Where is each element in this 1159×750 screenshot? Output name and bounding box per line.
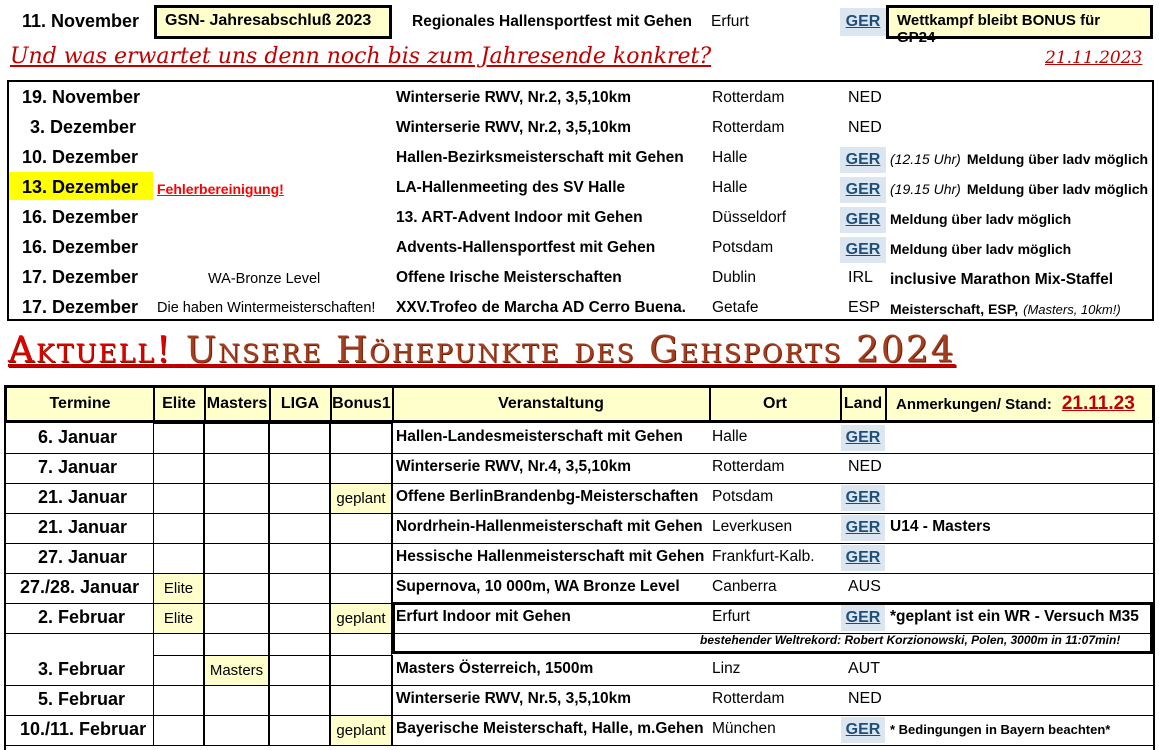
masters-cell xyxy=(204,685,269,716)
elite-cell xyxy=(153,685,204,716)
event-date: 17. Dezember xyxy=(22,267,139,287)
land-link[interactable]: GER xyxy=(841,605,885,631)
bonus-cell xyxy=(330,543,392,574)
list-item xyxy=(0,265,1159,295)
event-date: 27./28. Januar xyxy=(20,577,140,597)
col-bonus: Bonus1 xyxy=(332,395,391,412)
bonus-cell xyxy=(330,655,392,686)
table-row xyxy=(0,543,1159,573)
land-code: AUT xyxy=(848,660,880,677)
note-time: (12.15 Uhr) xyxy=(890,151,961,167)
liga-cell xyxy=(269,573,330,604)
event-name: 13. ART-Advent Indoor mit Gehen xyxy=(396,209,643,226)
event-name: Winterserie RWV, Nr.2, 3,5,10km xyxy=(396,89,632,106)
anmerkungen-label: Anmerkungen/ Stand: xyxy=(896,395,1052,413)
event-name: Supernova, 10 000m, WA Bronze Level xyxy=(396,578,680,595)
bonus-cell xyxy=(330,685,392,716)
event-date: 10./11. Februar xyxy=(20,719,147,739)
liga-cell xyxy=(269,685,330,716)
land-link[interactable]: GER xyxy=(841,545,885,571)
liga-cell xyxy=(269,483,330,514)
table-row xyxy=(0,655,1159,685)
event-city: München xyxy=(712,720,776,737)
bonus-cell xyxy=(330,423,392,454)
table-row xyxy=(0,483,1159,513)
col-liga: LIGA xyxy=(280,395,320,412)
event-note xyxy=(890,241,1071,257)
land-code: NED xyxy=(848,89,882,106)
event-city: Düsseldorf xyxy=(712,209,787,226)
event-date: 3. Februar xyxy=(38,659,126,679)
event-city: Getafe xyxy=(712,299,759,316)
elite-cell xyxy=(153,513,204,544)
elite-cell xyxy=(153,453,204,484)
col-land: Land xyxy=(843,395,883,412)
event-name: XXV.Trofeo de Marcha AD Cerro Buena. xyxy=(396,299,686,316)
liga-cell xyxy=(269,423,330,454)
event-date: 17. Dezember xyxy=(22,297,139,317)
correction-note: Fehlerbereinigung! xyxy=(157,181,284,197)
masters-cell: Masters xyxy=(204,655,269,686)
subtitle: Und was erwartet uns denn noch bis zum Jahresende konkret? xyxy=(10,44,712,69)
top-event: Regionales Hallensportfest mit Gehen xyxy=(412,13,692,30)
top-land-link[interactable]: GER xyxy=(840,8,886,36)
col-anmerkungen xyxy=(886,388,1151,420)
table-row xyxy=(0,715,1159,745)
event-date: 21. Januar xyxy=(38,517,128,537)
elite-cell: Elite xyxy=(153,573,204,604)
event-name: LA-Hallenmeeting des SV Halle xyxy=(396,179,626,196)
land-code: NED xyxy=(848,458,882,475)
col-elite: Elite xyxy=(162,395,196,412)
col-divider xyxy=(392,453,393,483)
masters-cell xyxy=(204,453,269,484)
event-note xyxy=(890,211,1071,227)
event-name: Nordrhein-Hallenmeisterschaft mit Gehen xyxy=(396,518,703,535)
col-divider xyxy=(392,715,393,745)
record-note: bestehender Weltrekord: Robert Korzionowski, Polen, 3000m in 11:07min! xyxy=(700,633,1121,647)
event-city: Rotterdam xyxy=(712,89,785,106)
headline-title: Unsere Höhepunkte des Gehsports 2024 xyxy=(185,330,956,371)
top-highlight-box: GSN- Jahresabschluß 2023 xyxy=(154,5,392,39)
masters-cell xyxy=(204,603,269,634)
land-link[interactable]: GER xyxy=(840,237,886,263)
top-bonus-box: Wettkampf bleibt BONUS für GP24 xyxy=(886,5,1153,39)
land-code: ESP xyxy=(848,299,881,316)
land-link[interactable]: GER xyxy=(840,147,886,173)
event-city: Canberra xyxy=(712,578,777,595)
liga-cell xyxy=(269,453,330,484)
note-text: Meldung über ladv möglich xyxy=(890,241,1072,257)
event-note: * Bedingungen in Bayern beachten* xyxy=(890,722,1111,737)
event-name: Winterserie RWV, Nr.4, 3,5,10km xyxy=(396,458,632,475)
event-remark: WA-Bronze Level xyxy=(208,271,321,287)
event-city: Rotterdam xyxy=(712,690,785,707)
event-city: Rotterdam xyxy=(712,458,785,475)
land-code: NED xyxy=(848,690,882,707)
note-text: inclusive Marathon Mix-Staffel xyxy=(890,271,1114,288)
land-link[interactable]: GER xyxy=(840,207,886,233)
event-name: Advents-Hallensportfest mit Gehen xyxy=(396,239,656,256)
land-code: IRL xyxy=(848,269,873,286)
bonus-cell: geplant xyxy=(330,603,392,634)
elite-cell xyxy=(153,715,204,746)
land-link[interactable]: GER xyxy=(840,177,886,203)
col-ort: Ort xyxy=(763,395,787,412)
col-veranstaltung: Veranstaltung xyxy=(498,395,604,412)
event-note: U14 - Masters xyxy=(890,518,991,535)
top-city: Erfurt xyxy=(711,13,749,30)
event-city: Leverkusen xyxy=(712,518,793,535)
list-item xyxy=(0,145,1159,175)
note-time: (19.15 Uhr) xyxy=(890,181,961,197)
land-code: NED xyxy=(848,119,882,136)
table-row xyxy=(0,453,1159,483)
bonus-cell xyxy=(330,513,392,544)
bonus-cell: geplant xyxy=(330,715,392,746)
event-date: 10. Dezember xyxy=(22,147,139,167)
erfurt-highlight-box xyxy=(392,602,1153,654)
event-note xyxy=(890,271,1113,289)
event-remark: Die haben Wintermeisterschaften! xyxy=(157,300,376,316)
bonus-cell xyxy=(330,633,392,656)
masters-cell xyxy=(204,573,269,604)
event-date: 3. Dezember xyxy=(30,117,137,137)
event-date: 21. Januar xyxy=(38,487,128,507)
event-city: Potsdam xyxy=(712,488,774,505)
col-divider xyxy=(392,573,393,603)
land-link[interactable]: GER xyxy=(841,515,885,541)
list-item xyxy=(0,85,1159,115)
top-date: 11. November xyxy=(22,11,140,31)
event-city: Halle xyxy=(712,149,748,166)
event-city: Potsdam xyxy=(712,239,774,256)
event-date: 19. November xyxy=(22,87,141,107)
event-date: 13. Dezember xyxy=(22,177,139,197)
event-date: 27. Januar xyxy=(38,547,128,567)
col-divider xyxy=(392,513,393,543)
event-name: Winterserie RWV, Nr.2, 3,5,10km xyxy=(396,119,632,136)
masters-cell xyxy=(204,543,269,574)
col-divider xyxy=(392,423,393,453)
land-link[interactable]: GER xyxy=(841,425,885,451)
note-text: Meisterschaft, ESP, xyxy=(890,301,1019,317)
event-city: Halle xyxy=(712,179,748,196)
event-city: Erfurt xyxy=(712,608,750,625)
event-date: 16. Dezember xyxy=(22,207,139,227)
event-name: Offene BerlinBrandenbg-Meisterschaften xyxy=(396,488,699,505)
masters-cell xyxy=(204,483,269,514)
col-termine: Termine xyxy=(49,395,111,412)
event-date: 16. Dezember xyxy=(22,237,139,257)
elite-cell xyxy=(153,483,204,514)
event-note xyxy=(890,301,1121,317)
event-note xyxy=(890,181,1148,197)
masters-cell xyxy=(204,633,269,656)
event-name: Masters Österreich, 1500m xyxy=(396,660,594,677)
elite-cell xyxy=(153,423,204,454)
liga-cell xyxy=(269,513,330,544)
table-row-spacer xyxy=(0,633,392,655)
bonus-cell xyxy=(330,453,392,484)
col-divider xyxy=(392,543,393,573)
elite-cell xyxy=(153,543,204,574)
liga-cell xyxy=(269,715,330,746)
event-name: Winterserie RWV, Nr.5, 3,5,10km xyxy=(396,690,632,707)
liga-cell xyxy=(269,655,330,686)
event-date: 2. Februar xyxy=(38,607,126,627)
event-city: Dublin xyxy=(712,269,756,286)
masters-cell xyxy=(204,513,269,544)
event-note: *geplant ist ein WR - Versuch M35 xyxy=(890,608,1139,625)
masters-cell xyxy=(204,423,269,454)
elite-cell xyxy=(153,633,204,656)
land-code: AUS xyxy=(848,578,881,595)
list-item xyxy=(0,175,1159,205)
event-name: Offene Irische Meisterschaften xyxy=(396,269,622,286)
liga-cell xyxy=(269,543,330,574)
col-divider xyxy=(392,685,393,715)
event-city: Rotterdam xyxy=(712,119,785,136)
list-item xyxy=(0,295,1159,325)
table-row xyxy=(0,685,1159,715)
event-name: Hessische Hallenmeisterschaft mit Gehen xyxy=(396,548,705,565)
bonus-cell xyxy=(330,573,392,604)
elite-cell: Elite xyxy=(153,603,204,634)
col-divider xyxy=(392,655,393,685)
event-name: Erfurt Indoor mit Gehen xyxy=(396,608,571,625)
note-text: Meldung über ladv möglich xyxy=(966,181,1149,197)
note-text: Meldung über ladv möglich xyxy=(890,211,1072,227)
event-note xyxy=(890,151,1148,167)
headline-aktuell: Aktuell! xyxy=(8,330,173,371)
event-date: 7. Januar xyxy=(38,457,118,477)
list-item xyxy=(0,115,1159,145)
list-item xyxy=(0,235,1159,265)
masters-cell xyxy=(204,715,269,746)
liga-cell xyxy=(269,603,330,634)
note-extra: (Masters, 10km!) xyxy=(1023,302,1121,317)
event-name: Hallen-Landesmeisterschaft mit Gehen xyxy=(396,428,683,445)
event-name: Hallen-Bezirksmeisterschaft mit Gehen xyxy=(396,149,684,166)
col-divider xyxy=(392,483,393,513)
land-link[interactable]: GER xyxy=(841,485,885,511)
subtitle-date: 21.11.2023 xyxy=(1045,48,1143,68)
headline xyxy=(8,330,956,371)
event-city: Halle xyxy=(712,428,748,445)
liga-cell xyxy=(269,633,330,656)
event-name: Bayerische Meisterschaft, Halle, m.Gehen xyxy=(396,720,704,737)
event-date: 6. Januar xyxy=(38,427,118,447)
event-date: 5. Februar xyxy=(38,689,126,709)
bonus-cell: geplant xyxy=(330,483,392,514)
land-link[interactable]: GER xyxy=(841,717,885,743)
event-city: Linz xyxy=(712,660,741,677)
table-row xyxy=(0,423,1159,453)
note-text: Meldung über ladv möglich xyxy=(966,151,1149,167)
event-city: Frankfurt-Kalb. xyxy=(712,548,815,565)
stand-date: 21.11.23 xyxy=(1061,393,1135,414)
col-masters: Masters xyxy=(206,395,268,412)
elite-cell xyxy=(153,655,204,686)
table-row xyxy=(0,573,1159,603)
table-row xyxy=(0,513,1159,543)
list-item xyxy=(0,205,1159,235)
